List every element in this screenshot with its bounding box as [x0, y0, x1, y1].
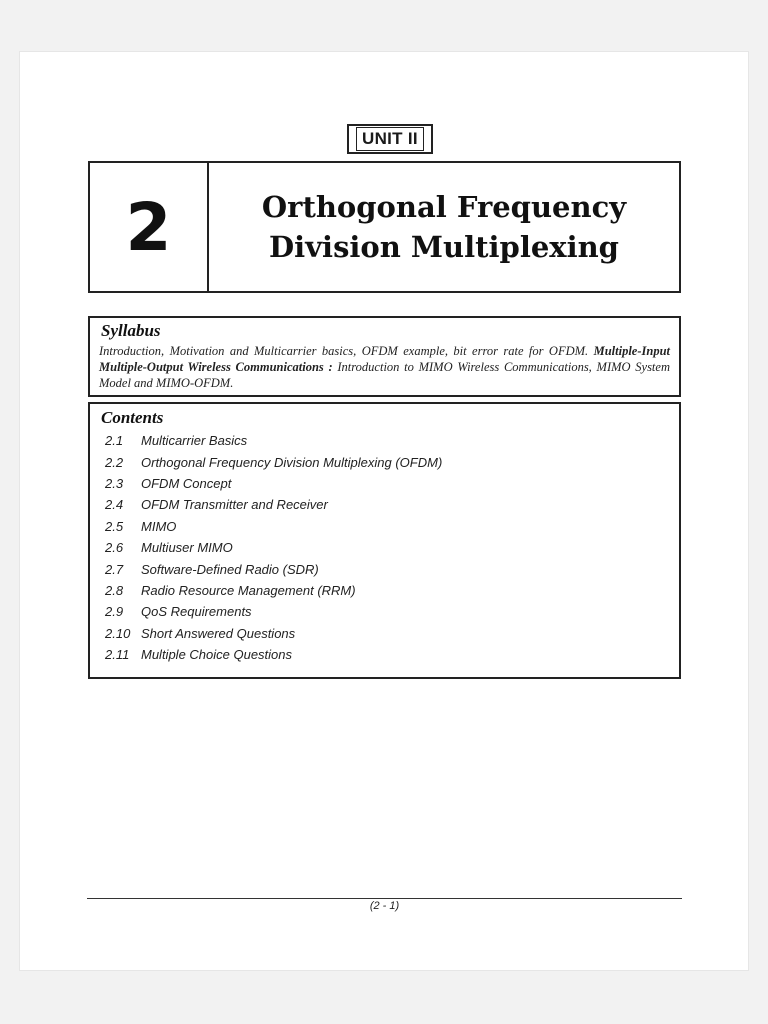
contents-item-number: 2.7 — [105, 561, 124, 577]
contents-item-title: Multiple Choice Questions — [141, 647, 293, 663]
contents-item-title: Software-Defined Radio (SDR) — [141, 561, 319, 577]
contents-item[interactable] — [105, 623, 670, 644]
contents-heading: Contents — [101, 408, 164, 427]
contents-item-title: Multiuser MIMO — [141, 540, 233, 556]
contents-item-title: OFDM Transmitter and Receiver — [141, 497, 328, 513]
contents-list — [99, 430, 670, 665]
contents-item-title: MIMO — [141, 518, 177, 534]
contents-item[interactable] — [105, 516, 670, 537]
contents-item[interactable] — [105, 601, 670, 622]
syllabus-heading: Syllabus — [101, 321, 161, 340]
contents-item-number: 2.5 — [105, 518, 124, 534]
contents-item-number: 2.9 — [105, 604, 124, 620]
syllabus-box — [88, 316, 681, 397]
contents-item-title: OFDM Concept — [141, 475, 232, 491]
chapter-number: 2 — [90, 163, 209, 291]
unit-label: UNIT II — [356, 127, 424, 151]
contents-item[interactable] — [105, 473, 670, 494]
contents-item-number: 2.8 — [105, 582, 124, 598]
contents-item[interactable] — [105, 537, 670, 558]
contents-box — [88, 402, 681, 679]
contents-item-title: QoS Requirements — [141, 604, 252, 620]
contents-item-number: 2.2 — [105, 454, 124, 470]
contents-item[interactable] — [105, 580, 670, 601]
unit-badge — [347, 124, 433, 154]
syllabus-rest: Introduction to MIMO Wireless Communications, MIMO System Model and MIMO-OFDM. — [99, 360, 670, 390]
syllabus-intro: Introduction, Motivation and Multicarrier basics, OFDM example, bit error rate for OFDM. — [99, 344, 589, 358]
page-number: (2 - 1) — [369, 900, 400, 912]
chapter-header — [88, 161, 681, 293]
contents-item-title: Orthogonal Frequency Division Multiplexing (OFDM) — [141, 454, 443, 470]
contents-item-title: Short Answered Questions — [141, 625, 296, 641]
contents-item-number: 2.3 — [105, 475, 124, 491]
contents-item-title: Multicarrier Basics — [141, 433, 248, 449]
syllabus-text — [99, 343, 670, 391]
contents-item[interactable] — [105, 558, 670, 579]
syllabus-bold-topic: Multiple-Input Multiple-Output Wireless Communications : — [99, 344, 670, 374]
chapter-title-line-1: Orthogonal Frequency — [261, 190, 627, 224]
contents-item-number: 2.1 — [105, 433, 124, 449]
contents-item-number: 2.6 — [105, 540, 124, 556]
document-page — [20, 52, 748, 970]
contents-item[interactable] — [105, 644, 670, 665]
contents-item-number: 2.11 — [105, 647, 130, 663]
contents-item-number: 2.4 — [105, 497, 124, 513]
contents-item-number: 2.10 — [105, 625, 131, 641]
chapter-title-line-2: Division Multiplexing — [269, 230, 619, 264]
contents-item[interactable] — [105, 451, 670, 472]
contents-item[interactable] — [105, 494, 670, 515]
contents-item[interactable] — [105, 430, 670, 451]
chapter-title — [209, 163, 679, 291]
contents-item-title: Radio Resource Management (RRM) — [141, 582, 356, 598]
footer-divider — [87, 898, 682, 899]
